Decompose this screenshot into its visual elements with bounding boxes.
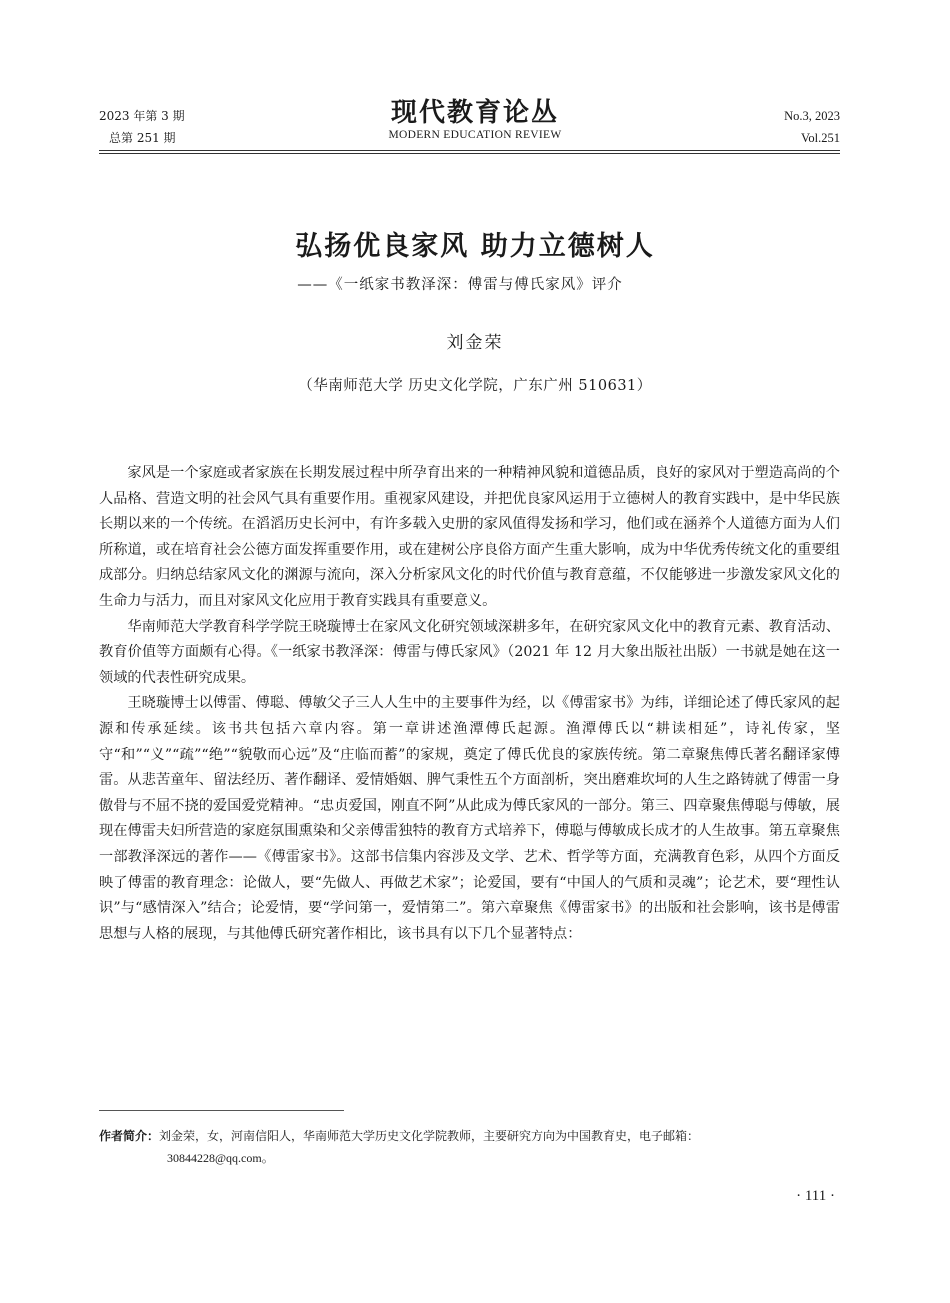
issue-number-en: No.3, 2023 xyxy=(784,109,840,123)
journal-title: 现代教育论丛 xyxy=(390,98,559,128)
issue-total: 总第 251 期 xyxy=(109,131,176,145)
volume-en: Vol.251 xyxy=(800,131,840,145)
issue-year: 2023 年第 3 期 xyxy=(99,109,185,123)
footnote-text: 刘金荣，女，河南信阳人，华南师范大学历史文化学院教师，主要研究方向为中国教育史，电子邮箱： xyxy=(159,1129,700,1143)
footnote-rule xyxy=(99,1110,344,1111)
issue-info xyxy=(99,105,185,149)
journal-masthead xyxy=(340,98,610,141)
paragraph: 华南师范大学教育科学学院王晓璇博士在家风文化研究领域深耕多年，在研究家风文化中的教育元素、教育活动、教育价值等方面颇有心得。《一纸家书教泽深：傅雷与傅氏家风》（2021 年 12 月大象出版社出版）一书就是她在这一领域的代表性研究成果。 xyxy=(99,618,840,686)
volume-info xyxy=(784,105,840,149)
author-name: 刘金荣 xyxy=(446,333,504,353)
author-affiliation: （华南师范大学 历史文化学院，广东广州 510631） xyxy=(298,378,652,394)
journal-title-en: MODERN EDUCATION REVIEW xyxy=(388,129,562,141)
page-number: · 111 · xyxy=(796,1188,835,1204)
article-subtitle: ——《一纸家书教泽深：傅雷与傅氏家风》评介 xyxy=(297,277,623,293)
paragraph: 王晓璇博士以傅雷、傅聪、傅敏父子三人人生中的主要事件为经，以《傅雷家书》为纬，详细论述了傅氏家风的起源和传承延续。该书共包括六章内容。第一章讲述渔潭傅氏起源。渔潭傅氏以“耕读相延”，诗礼传家，坚守“和”“义”“疏”“绝”“貌敬而心远”及“庄临而蓄”的家规，奠定了傅氏优良的家族传统。第二章聚焦傅氏著名翻译家傅雷。从悲苦童年、留法经历、著作翻译、爱情婚姻、脾气秉性五个方面剖析，突出磨难坎坷的人生之路铸就了傅雷一身傲骨与不屈不挠的爱国爱党精神。“忠贞爱国，刚直不阿”从此成为傅氏家风的一部分。第三、四章聚焦傅聪与傅敏，展现在傅雷夫妇所营造的家庭氛围熏染和父亲傅雷独特的教育方式培养下，傅聪与傅敏成长成才的人生故事。第五章聚焦一部教泽深远的著作——《傅雷家书》。这部书信集内容涉及文学、艺术、哲学等方面，充满教育色彩，从四个方面反映了傅雷的教育理念：论做人，要“先做人、再做艺术家”；论爱国，要有“中国人的气质和灵魂”；论艺术，要“理性认识”与“感情深入”结合；论爱情，要“学问第一，爱情第二”。第六章聚焦《傅雷家书》的出版和社会影响，该书是傅雷思想与人格的展现，与其他傅氏研究著作相比，该书具有以下几个显著特点： xyxy=(99,695,840,942)
header-rule xyxy=(99,150,840,154)
footnote-label: 作者简介： xyxy=(99,1129,160,1143)
article-title: 弘扬优良家风 助力立德树人 xyxy=(295,231,655,262)
author-email: 30844228@qq.com。 xyxy=(167,1151,274,1165)
paragraph: 家风是一个家庭或者家族在长期发展过程中所孕育出来的一种精神风貌和道德品质，良好的家风对于塑造高尚的个人品格、营造文明的社会风气具有重要作用。重视家风建设，并把优良家风运用于立德树人的教育实践中，是中华民族长期以来的一个传统。在滔滔历史长河中，有许多载入史册的家风值得发扬和学习，他们或在涵养个人道德方面为人们所称道，或在培育社会公德方面发挥重要作用，或在建树公序良俗方面产生重大影响，成为中华优秀传统文化的重要组成部分。归纳总结家风文化的渊源与流向，深入分析家风文化的时代价值与教育意蕴，不仅能够进一步激发家风文化的生命力与活力，而且对家风文化应用于教育实践具有重要意义。 xyxy=(99,465,840,609)
article-body xyxy=(99,461,840,947)
author-footnote xyxy=(99,1125,840,1169)
